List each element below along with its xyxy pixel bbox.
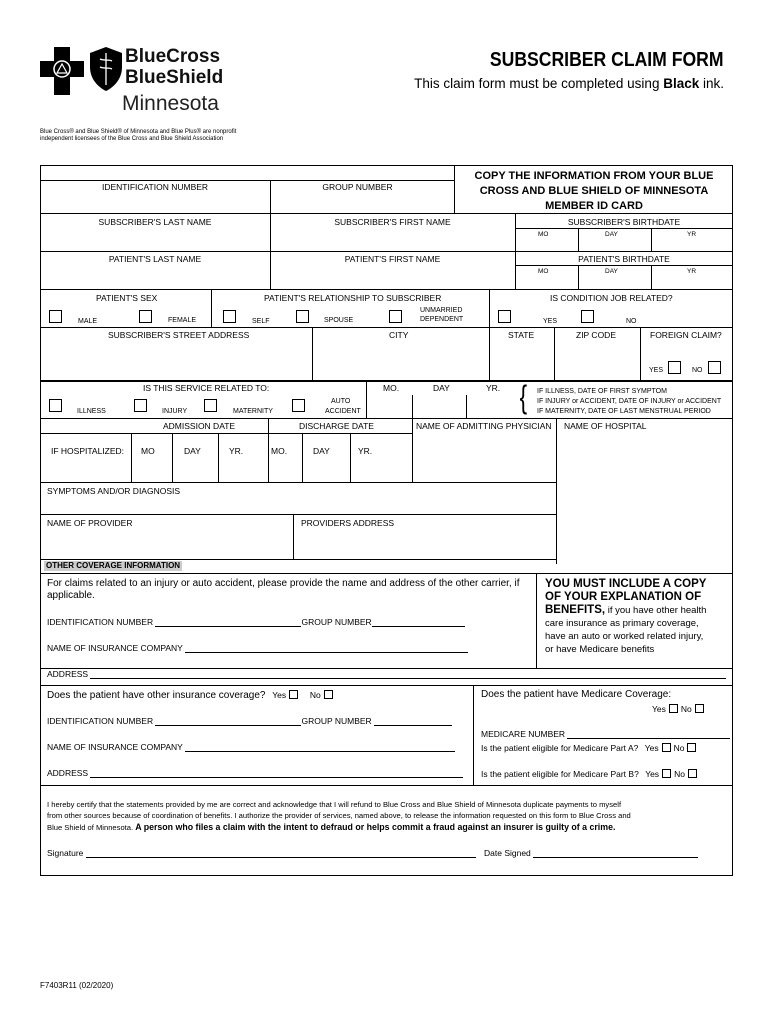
part-b-yes-checkbox[interactable] — [662, 769, 671, 778]
form-code: F7403R11 (02/2020) — [40, 981, 114, 990]
oc-address-row — [47, 670, 726, 679]
patient-first-name-label: PATIENT'S FIRST NAME — [344, 254, 441, 264]
spouse-checkbox[interactable] — [296, 310, 309, 323]
disclaimer-line2: independent licensees of the Blue Cross and Blue Shield Association — [40, 136, 224, 142]
date-signed-label: Date Signed — [484, 848, 531, 858]
cert-line3-pre: Blue Shield of Minnesota. — [47, 823, 136, 832]
foreign-no-label: NO — [692, 367, 703, 374]
note-illness: IF ILLNESS, DATE OF FIRST SYMPTOM — [537, 388, 667, 395]
other-insurance-row — [47, 690, 336, 701]
ins-group-input[interactable] — [374, 725, 452, 726]
blue-cross-icon — [40, 47, 84, 95]
ins-company-row — [47, 743, 455, 752]
subscriber-birth-yr: YR — [687, 231, 697, 238]
medicare-no-checkbox[interactable] — [695, 704, 704, 713]
self-checkbox[interactable] — [223, 310, 236, 323]
service-yr-label: YR. — [486, 383, 501, 393]
signature-input[interactable] — [86, 857, 476, 858]
eob-bold3: BENEFITS, — [545, 604, 606, 616]
oc-address-input[interactable] — [90, 678, 726, 679]
unmarried-dependent-checkbox[interactable] — [389, 310, 402, 323]
eob-rest4: or have Medicare benefits — [545, 644, 655, 655]
job-related-yes-checkbox[interactable] — [498, 310, 511, 323]
oc-insurance-label: NAME OF INSURANCE COMPANY — [47, 643, 183, 653]
blue-shield-icon — [88, 47, 124, 91]
maternity-checkbox[interactable] — [204, 399, 217, 412]
service-day-label: DAY — [433, 383, 450, 393]
job-related-no-checkbox[interactable] — [581, 310, 594, 323]
ins-company-label: NAME OF INSURANCE COMPANY — [47, 742, 183, 752]
subtitle-bold: Black — [663, 76, 700, 91]
part-b-no-label: No — [674, 769, 685, 779]
medicare-yes-label: Yes — [652, 704, 666, 714]
service-mo-label: MO. — [383, 383, 400, 393]
patient-last-name-label: PATIENT'S LAST NAME — [108, 254, 202, 264]
eob-bold2: OF YOUR EXPLANATION OF — [545, 591, 702, 603]
eob-rest3: have an auto or worked related injury, — [545, 631, 704, 642]
part-b-question: Is the patient eligible for Medicare Part B? — [481, 769, 639, 779]
brand-line2: BlueShield — [125, 67, 224, 88]
group-number-label: GROUP NUMBER — [322, 182, 393, 192]
oc-id-row — [47, 618, 465, 627]
cert-line3 — [47, 823, 615, 832]
subscriber-birthdate-label: SUBSCRIBER'S BIRTHDATE — [567, 217, 681, 227]
copy-notice-line3: MEMBER ID CARD — [545, 200, 643, 212]
unmarried-line2: DEPENDENT — [420, 316, 464, 323]
ins-id-input[interactable] — [155, 725, 301, 726]
female-checkbox[interactable] — [139, 310, 152, 323]
maternity-label: MATERNITY — [233, 408, 273, 415]
copy-notice-line2: CROSS AND BLUE SHIELD OF MINNESOTA — [479, 185, 709, 197]
discharge-day-label: DAY — [313, 446, 330, 456]
oc-address-label: ADDRESS — [47, 669, 89, 679]
auto-line2: ACCIDENT — [325, 408, 361, 415]
medicare-number-label: MEDICARE NUMBER — [481, 729, 566, 739]
identification-number-label: IDENTIFICATION NUMBER — [101, 182, 209, 192]
auto-accident-checkbox[interactable] — [292, 399, 305, 412]
illness-label: ILLNESS — [77, 408, 106, 415]
subtitle-pre: This claim form must be completed using — [414, 76, 664, 91]
provider-name-label: NAME OF PROVIDER — [47, 518, 133, 528]
injury-checkbox[interactable] — [134, 399, 147, 412]
date-signed-row — [484, 849, 698, 858]
cert-line1: I hereby certify that the statements provided by me are correct and acknowledge that I will refund to Blue Cross and Blue Shield of Minnesota duplicate payments to myself — [47, 800, 622, 809]
ins-id-label: IDENTIFICATION NUMBER — [47, 716, 154, 726]
subscriber-birth-day: DAY — [605, 231, 618, 238]
discharge-yr-label: YR. — [358, 446, 373, 456]
group-number-field[interactable] — [271, 192, 453, 212]
oc-insurance-input[interactable] — [185, 652, 468, 653]
related-to-label: IS THIS SERVICE RELATED TO: — [143, 383, 270, 393]
admitting-physician-label: NAME OF ADMITTING PHYSICIAN — [416, 421, 552, 431]
subtitle-post: ink. — [699, 76, 724, 91]
part-b-row — [481, 769, 700, 779]
admit-mo-label: MO — [141, 446, 155, 456]
note-injury: IF INJURY or ACCIDENT, DATE OF INJURY or ACCIDENT — [537, 398, 722, 405]
foreign-claim-label: FOREIGN CLAIM? — [650, 330, 722, 340]
medicare-question: Does the patient have Medicare Coverage: — [481, 689, 672, 700]
eob-notice — [545, 578, 730, 656]
logo — [40, 45, 240, 117]
part-b-no-checkbox[interactable] — [688, 769, 697, 778]
part-a-row — [481, 743, 699, 753]
medicare-yes-checkbox[interactable] — [669, 704, 678, 713]
other-insurance-no-label: No — [309, 690, 321, 700]
illness-checkbox[interactable] — [49, 399, 62, 412]
subscriber-birth-mo: MO — [538, 231, 549, 238]
ins-group-label: GROUP NUMBER — [301, 716, 372, 726]
patient-sex-label: PATIENT'S SEX — [96, 293, 158, 303]
admission-date-label: ADMISSION DATE — [163, 421, 236, 431]
disclaimer-line1: Blue Cross® and Blue Shield® of Minnesota and Blue Plus® are nonprofit — [40, 129, 237, 135]
spouse-label: SPOUSE — [324, 317, 354, 324]
if-hospitalized-label: IF HOSPITALIZED: — [51, 446, 125, 456]
ins-address-input[interactable] — [90, 777, 463, 778]
zip-label: ZIP CODE — [576, 330, 616, 340]
copy-notice — [455, 169, 733, 214]
form-title: SUBSCRIBER CLAIM FORM — [490, 49, 724, 71]
other-coverage-intro-line1: For claims related to an injury or auto accident, please provide the name and address of the other carrier, if — [47, 578, 520, 589]
brace-icon: { — [519, 379, 528, 415]
male-checkbox[interactable] — [49, 310, 62, 323]
state-label: STATE — [508, 330, 535, 340]
subscriber-first-name-label: SUBSCRIBER'S FIRST NAME — [334, 217, 451, 227]
oc-group-input[interactable] — [372, 626, 465, 627]
signature-label: Signature — [47, 848, 84, 858]
form-subtitle — [414, 77, 724, 91]
job-no-label: NO — [626, 318, 637, 325]
part-b-yes-label: Yes — [645, 769, 660, 779]
part-a-no-label: No — [673, 743, 685, 753]
medicare-coverage-row — [652, 704, 707, 714]
oc-id-label: IDENTIFICATION NUMBER — [47, 617, 154, 627]
oc-insurance-row — [47, 644, 468, 653]
part-a-no-checkbox[interactable] — [687, 743, 696, 752]
eob-rest2: care insurance as primary coverage, — [545, 618, 699, 629]
hospital-name-label: NAME OF HOSPITAL — [564, 421, 647, 431]
part-a-question: Is the patient eligible for Medicare Part A? — [481, 743, 639, 753]
foreign-yes-label: YES — [649, 367, 664, 374]
other-insurance-no-checkbox[interactable] — [324, 690, 333, 699]
ins-address-row — [47, 769, 463, 778]
male-label: MALE — [78, 318, 98, 325]
relationship-label: PATIENT'S RELATIONSHIP TO SUBSCRIBER — [264, 293, 442, 303]
oc-id-input[interactable] — [155, 626, 301, 627]
admit-yr-label: YR. — [229, 446, 244, 456]
oc-group-label: GROUP NUMBER — [301, 617, 372, 627]
ins-company-input[interactable] — [185, 751, 455, 752]
city-label: CITY — [389, 330, 409, 340]
ins-address-label: ADDRESS — [47, 768, 89, 778]
medicare-number-input[interactable] — [567, 738, 730, 739]
discharge-date-label: DISCHARGE DATE — [299, 421, 374, 431]
medicare-number-row — [481, 730, 730, 739]
other-coverage-intro-line2: applicable. — [47, 590, 95, 601]
identification-number-field[interactable] — [41, 192, 269, 212]
part-a-yes-label: Yes — [644, 743, 659, 753]
job-related-label: IS CONDITION JOB RELATED? — [550, 293, 673, 303]
provider-address-label: PROVIDERS ADDRESS — [301, 518, 395, 528]
female-label: FEMALE — [168, 317, 197, 324]
patient-birth-yr: YR — [687, 268, 697, 275]
symptoms-label: SYMPTOMS AND/OR DIAGNOSIS — [47, 486, 181, 496]
cert-line2: from other sources because of coordination of benefits. I authorize the provider of services, named above, to release the information requested on this form to Blue Cross and — [47, 811, 631, 820]
ins-id-row — [47, 717, 452, 726]
auto-line1: AUTO — [331, 398, 351, 405]
medicare-no-label: No — [680, 704, 692, 714]
brand-state: Minnesota — [122, 92, 219, 115]
street-address-label: SUBSCRIBER'S STREET ADDRESS — [108, 330, 250, 340]
subscriber-last-name-label: SUBSCRIBER'S LAST NAME — [98, 217, 212, 227]
eob-bold1: YOU MUST INCLUDE A COPY — [545, 578, 707, 590]
admit-day-label: DAY — [184, 446, 201, 456]
self-label: SELF — [252, 318, 270, 325]
patient-birth-day: DAY — [605, 268, 618, 275]
cert-line3-bold: A person who files a claim with the intent to defraud or helps commit a fraud against an insurer is guilty of a crime. — [135, 822, 616, 832]
unmarried-line1: UNMARRIED — [420, 307, 463, 314]
patient-birthdate-label: PATIENT'S BIRTHDATE — [578, 254, 670, 264]
foreign-claim-no-checkbox[interactable] — [708, 361, 721, 374]
other-insurance-yes-label: Yes — [272, 690, 287, 700]
foreign-claim-yes-checkbox[interactable] — [668, 361, 681, 374]
other-insurance-yes-checkbox[interactable] — [289, 690, 298, 699]
job-yes-label: YES — [543, 318, 558, 325]
part-a-yes-checkbox[interactable] — [662, 743, 671, 752]
eob-rest1: if you have other health — [605, 605, 707, 616]
injury-label: INJURY — [162, 408, 188, 415]
brand-line1: BlueCross — [125, 46, 221, 67]
other-insurance-question: Does the patient have other insurance coverage? — [47, 690, 266, 701]
discharge-mo-label: MO. — [271, 446, 288, 456]
other-coverage-heading: OTHER COVERAGE INFORMATION — [46, 561, 181, 570]
copy-notice-line1: COPY THE INFORMATION FROM YOUR BLUE — [474, 170, 714, 182]
patient-birth-mo: MO — [538, 268, 549, 275]
date-signed-input[interactable] — [533, 857, 698, 858]
signature-row — [47, 849, 476, 858]
note-maternity: IF MATERNITY, DATE OF LAST MENSTRUAL PERIOD — [537, 408, 711, 415]
